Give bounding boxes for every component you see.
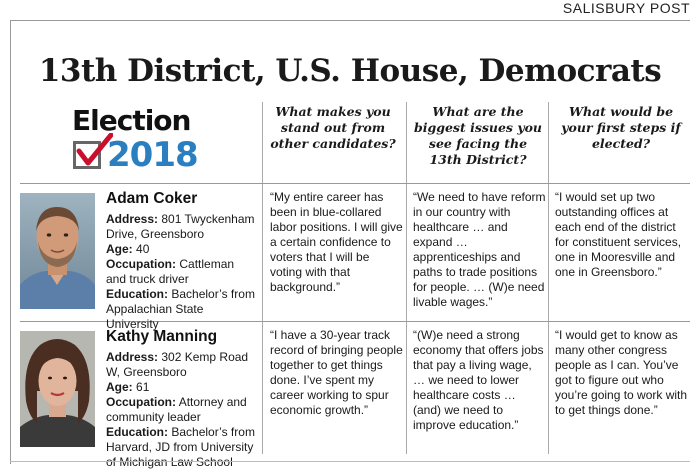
election-2018-logo — [72, 106, 212, 176]
candidate-photo-adam-coker — [20, 193, 95, 309]
question-3: What would be your first steps if elected? — [561, 104, 681, 151]
column-divider — [548, 102, 549, 454]
candidate-name: Adam Coker — [106, 190, 198, 207]
headline: 13th District, U.S. House, Democrats — [38, 53, 662, 89]
candidate-education: Bachelor’s from Appalachian State University — [106, 287, 255, 331]
candidate-address: 801 Twyckenham Drive, Greensboro — [106, 212, 255, 241]
address-label: Address: — [106, 350, 159, 364]
candidate-occupation: Attorney and community leader — [106, 395, 247, 424]
candidate-name: Kathy Manning — [106, 328, 218, 345]
answer-q3: “I would set up two outstanding offices at each end of the district for constituent services, one in Mooresville and one in Greensboro.” — [555, 190, 682, 279]
row-rule — [20, 183, 690, 184]
column-divider — [406, 102, 407, 454]
top-rule — [10, 20, 690, 21]
candidate-address: 302 Kemp Road W, Greensboro — [106, 350, 249, 379]
education-label: Education: — [106, 425, 168, 439]
question-1: What makes you stand out from other candidates? — [270, 104, 396, 151]
occupation-label: Occupation: — [106, 257, 177, 271]
age-label: Age: — [106, 380, 133, 394]
candidate-age: 40 — [136, 242, 150, 256]
candidate-photo-kathy-manning — [20, 331, 95, 447]
answer-q3: “I would get to know as many other congress people as I can. You’ve got to figure out who you’re going to work with to get things done.” — [555, 328, 688, 417]
logo-word: Election — [72, 104, 191, 137]
answer-q2: “We need to have reform in our country with healthcare … and expand … apprenticeships and paths to trade positions for people. … (W)e need livable wages.” — [413, 190, 546, 309]
candidate-age: 61 — [136, 380, 150, 394]
answer-q1: “My entire career has been in blue-collared labor positions. I will give a certain confidence to voters that I will be voting with that background.” — [270, 190, 403, 294]
candidate-info — [106, 212, 256, 332]
candidate-occupation: Cattleman and truck driver — [106, 257, 235, 286]
logo-year: 2018 — [107, 135, 198, 175]
masthead: SALISBURY POST — [562, 0, 690, 16]
age-label: Age: — [106, 242, 133, 256]
answer-q1: “I have a 30-year track record of bringing people together to get things done. I’ve spent my career working to spur economic growth.” — [270, 328, 403, 417]
address-label: Address: — [106, 212, 159, 226]
candidate-education: Bachelor’s from Harvard, JD from University of Michigan Law School — [106, 425, 255, 469]
candidate-info — [106, 350, 256, 470]
education-label: Education: — [106, 287, 168, 301]
question-2: What are the biggest issues you see facing the 13th District? — [413, 104, 543, 167]
bottom-rule — [10, 461, 690, 462]
column-divider — [262, 102, 263, 454]
occupation-label: Occupation: — [106, 395, 177, 409]
answer-q2: “(W)e need a strong economy that offers jobs that pay a living wage, … we need to lower healthcare costs … (and) we need to improve education.” — [413, 328, 544, 432]
